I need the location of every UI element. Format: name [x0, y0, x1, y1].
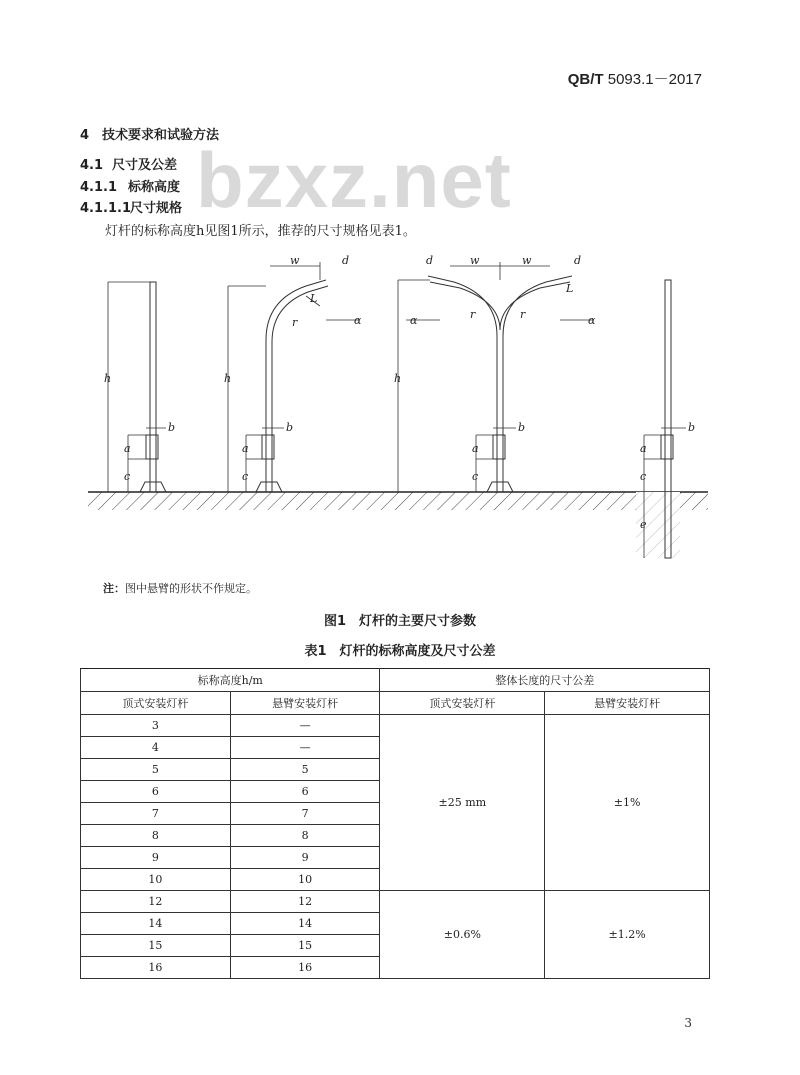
label-e: e	[640, 518, 647, 531]
label-L: L	[310, 292, 318, 305]
section-title: 技术要求和试验方法	[102, 128, 220, 143]
cell-top-tolerance-group2: ±0.6%	[380, 891, 545, 979]
cell-arm-height: —	[230, 737, 380, 759]
cell-top-height: 16	[81, 957, 231, 979]
figure-note	[103, 580, 257, 596]
table-group-header-row	[81, 669, 710, 692]
table-sub-header-row	[81, 692, 710, 715]
cell-arm-height: 5	[230, 759, 380, 781]
note-prefix: 注：	[103, 582, 125, 595]
sub-header: 顶式安装灯杆	[380, 692, 545, 715]
pole-3	[398, 262, 594, 492]
cell-top-height: 15	[81, 935, 231, 957]
cell-arm-height: 16	[230, 957, 380, 979]
label-b: b	[286, 421, 294, 434]
section-number: 4.1.1.1	[80, 201, 131, 216]
cell-arm-height: 10	[230, 869, 380, 891]
label-w: w	[470, 254, 480, 267]
cell-arm-height: 6	[230, 781, 380, 803]
cell-top-height: 6	[81, 781, 231, 803]
cell-top-height: 7	[81, 803, 231, 825]
standard-code-number: 5093.1－2017	[603, 71, 702, 88]
sub-header: 悬臂安装灯杆	[545, 692, 710, 715]
cell-arm-height: 9	[230, 847, 380, 869]
label-r: r	[292, 316, 298, 329]
label-a: a	[472, 442, 479, 455]
group-header-length-tolerance: 整体长度的尺寸公差	[380, 669, 710, 692]
label-b: b	[168, 421, 176, 434]
cell-top-height: 10	[81, 869, 231, 891]
section-heading-4-1	[80, 154, 177, 173]
section-title: 标称高度	[128, 180, 181, 195]
cell-top-height: 5	[81, 759, 231, 781]
label-b: b	[518, 421, 526, 434]
label-L: L	[566, 282, 574, 295]
cell-top-height: 12	[81, 891, 231, 913]
cell-top-height: 14	[81, 913, 231, 935]
label-h: h	[394, 372, 402, 385]
cell-arm-height: —	[230, 715, 380, 737]
cell-arm-height: 14	[230, 913, 380, 935]
cell-arm-height: 12	[230, 891, 380, 913]
cell-top-tolerance-group1: ±25 mm	[380, 715, 545, 891]
label-h: h	[224, 372, 232, 385]
label-alpha: α	[588, 314, 596, 327]
label-a: a	[242, 442, 249, 455]
label-d1: d	[342, 254, 350, 267]
table-row	[81, 715, 710, 737]
page-number: 3	[684, 1016, 692, 1030]
pole-dimension-figure	[0, 240, 800, 570]
cell-arm-height: 7	[230, 803, 380, 825]
figure-caption: 图1 灯杆的主要尺寸参数	[323, 614, 477, 629]
cell-top-height: 3	[81, 715, 231, 737]
section-title: 尺寸规格	[130, 201, 183, 216]
cell-arm-height: 15	[230, 935, 380, 957]
section-number: 4	[80, 128, 90, 143]
label-r: r	[470, 308, 476, 321]
sub-header: 悬臂安装灯杆	[230, 692, 380, 715]
cell-top-height: 4	[81, 737, 231, 759]
label-alpha: α	[354, 314, 362, 327]
watermark: bzxz.net	[196, 136, 512, 224]
label-c: c	[472, 470, 479, 483]
label-h: h	[104, 372, 112, 385]
group-header-nominal-height: 标称高度h/m	[81, 669, 380, 692]
label-a: a	[124, 442, 131, 455]
body-paragraph: 灯杆的标称高度h见图1所示，推荐的尺寸规格见表1。	[105, 224, 416, 239]
section-number: 4.1	[80, 158, 104, 173]
ground-hatch	[88, 492, 708, 510]
label-c: c	[640, 470, 647, 483]
label-c: c	[124, 470, 131, 483]
table-row	[81, 891, 710, 913]
section-title: 尺寸及公差	[112, 158, 178, 173]
label-a: a	[640, 442, 647, 455]
pole-1	[108, 282, 166, 492]
section-heading-4-1-1-1	[80, 197, 182, 216]
note-text: 图中悬臂的形状不作规定。	[125, 582, 257, 595]
label-r: r	[520, 308, 526, 321]
label-w: w	[522, 254, 532, 267]
label-alpha: α	[410, 314, 418, 327]
cell-top-height: 8	[81, 825, 231, 847]
section-heading-4-1-1	[80, 176, 180, 195]
label-c: c	[242, 470, 249, 483]
height-tolerance-table	[80, 668, 710, 979]
sub-header: 顶式安装灯杆	[81, 692, 231, 715]
label-w: w	[290, 254, 300, 267]
cell-arm-height: 8	[230, 825, 380, 847]
label-b: b	[688, 421, 696, 434]
table-caption: 表1 灯杆的标称高度及尺寸公差	[304, 644, 496, 659]
section-heading-4	[80, 124, 219, 143]
cell-arm-tolerance-group1: ±1%	[545, 715, 710, 891]
cell-top-height: 9	[81, 847, 231, 869]
pole-2	[228, 262, 360, 492]
standard-code	[568, 68, 702, 89]
label-d1: d	[426, 254, 434, 267]
standard-code-prefix: QB/T	[567, 71, 604, 88]
cell-arm-tolerance-group2: ±1.2%	[545, 891, 710, 979]
section-number: 4.1.1	[80, 180, 118, 195]
label-d1: d	[574, 254, 582, 267]
